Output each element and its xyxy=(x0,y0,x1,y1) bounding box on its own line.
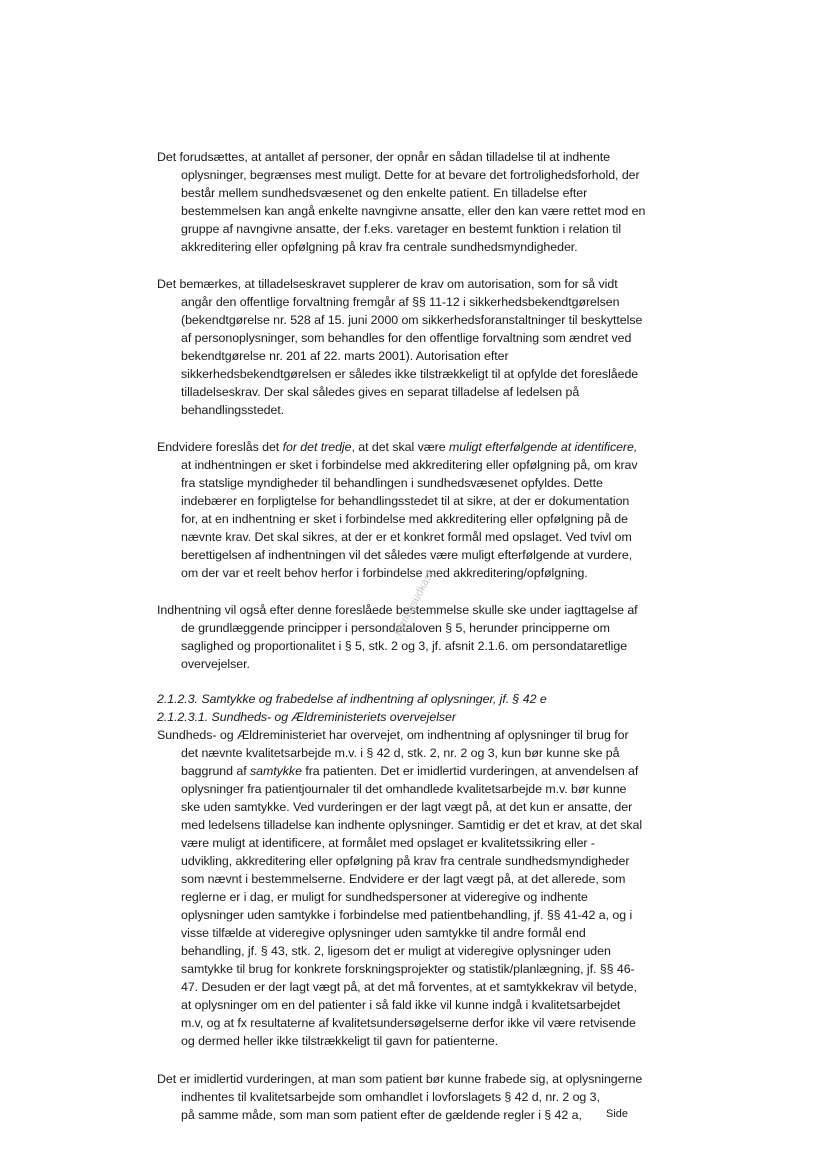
text-run: Det forudsættes, at antallet af personer, der opnår en sådan tilladelse til at indhente xyxy=(157,150,611,164)
text-run: behandlingsstedet. xyxy=(181,403,285,417)
text-line xyxy=(181,347,509,365)
text-run: angår den offentlige forvaltning fremgår af §§ 11-12 i sikkerhedsbekendtgørelsen xyxy=(181,295,620,309)
text-line xyxy=(181,474,603,492)
text-run: nævnte krav. Det skal sikres, at der er et konkret formål med opslaget. Ved tvivl om xyxy=(181,530,632,544)
text-line xyxy=(181,870,625,888)
text-run: visse tilfælde at videregive oplysninger uden samtykke til andre formål end xyxy=(181,926,586,940)
text-run: m.v, og at fx resultaterne af kvalitetsundersøgelserne derfor ikke vil være retvisende xyxy=(181,1016,636,1030)
text-line xyxy=(181,996,620,1014)
text-run: indhentes til kvalitetsarbejde som omhandlet i lovforslagets § 42 d, nr. 2 og 3, xyxy=(181,1090,600,1104)
text-line xyxy=(181,564,588,582)
text-line xyxy=(157,726,629,744)
text-run: fra patienten. Det er imidlertid vurderingen, at anvendelsen af xyxy=(301,764,639,778)
text-run: saglighed og proportionalitet i § 5, stk. 2 og 3, jf. afsnit 2.1.6. om persondataretlige xyxy=(181,639,628,653)
text-run: Det bemærkes, at tilladelseskravet supplerer de krav om autorisation, som for så vidt xyxy=(157,277,618,291)
text-run: de grundlæggende principper i persondataloven § 5, herunder principperne om xyxy=(181,621,610,635)
text-run: udvikling, akkreditering eller opfølgning på krav fra centrale sundhedsmyndigheder xyxy=(181,854,630,868)
text-line xyxy=(181,762,638,780)
text-run: med ledelsens tilladelse kan indhente oplysninger. Samtidig er det et krav, at det skal xyxy=(181,818,643,832)
text-line xyxy=(181,798,632,816)
text-run: det nævnte kvalitetsarbejde m.v. i § 42 d, stk. 2, nr. 2 og 3, kun bør kunne ske på xyxy=(181,746,620,760)
text-run: 47. Desuden er der lagt vægt på, at det må forventes, at et samtykkekrav vil betyde, xyxy=(181,980,637,994)
text-run: baggrund af xyxy=(181,764,250,778)
text-run: bestemmelsen kan angå enkelte navngivne ansatte, eller den kan være rettet mod en xyxy=(181,204,646,218)
text-run: Sundheds- og Ældreministeriet har overvejet, om indhentning af oplysninger til brug for xyxy=(157,728,629,742)
text-line xyxy=(181,1032,498,1050)
text-line xyxy=(181,492,629,510)
section-heading xyxy=(157,708,456,726)
text-line xyxy=(181,311,642,329)
text-run: tilladelseskrav. Der skal således gives en separat tilladelse af ledelsen på xyxy=(181,385,580,399)
text-line xyxy=(181,293,619,311)
text-line xyxy=(181,834,595,852)
text-line xyxy=(157,275,618,293)
text-run: på samme måde, som man som patient efter de gældende regler i § 42 a, xyxy=(181,1108,582,1122)
text-line xyxy=(181,960,635,978)
text-run: oplysninger, begrænses mest muligt. Dette for at bevare det fortrolighedsforhold, der xyxy=(181,168,640,182)
page-number-label: Side xyxy=(606,1108,629,1120)
text-run: ske uden samtykke. Ved vurderingen er der lagt vægt på, at det kun er ansatte, der xyxy=(181,800,633,814)
text-line xyxy=(181,456,638,474)
text-run: behandling, jf. § 43, stk. 2, ligesom det er muligt at videregive oplysninger uden xyxy=(181,944,611,958)
text-line xyxy=(181,978,637,996)
text-run: indebærer en forpligtelse for behandlingsstedet til at sikre, at der er dokumentation xyxy=(181,494,630,508)
text-run: oplysninger fra patientjournaler til det omhandlede kvalitetsarbejde m.v. bør kunne xyxy=(181,782,627,796)
text-run: Indhentning vil også efter denne foreslåede bestemmelse skulle ske under iagttagelse af xyxy=(157,603,638,617)
text-run: om der var et reelt behov herfor i forbindelse med akkreditering/opfølgning. xyxy=(181,566,588,580)
text-run: samtykke til brug for konkrete forskningsprojekter og statistik/planlægning, jf. §§ 46- xyxy=(181,962,635,976)
text-line xyxy=(181,546,632,564)
text-line xyxy=(181,816,642,834)
text-line xyxy=(181,655,250,673)
text-run: at oplysninger om en del patienter i så fald ikke vil kunne indgå i kvalitetsarbejdet xyxy=(181,998,621,1012)
text-run: at indhentningen er sket i forbindelse med akkreditering eller opfølgning på, om krav xyxy=(181,458,638,472)
text-line xyxy=(181,401,284,419)
text-line xyxy=(181,906,632,924)
text-run: (bekendtgørelse nr. 528 af 15. juni 2000 om sikkerhedsforanstaltninger til beskyttelse xyxy=(181,313,643,327)
text-line xyxy=(181,238,578,256)
text-run: være muligt at identificere, at formålet med opslaget er kvalitetssikring eller - xyxy=(181,836,595,850)
text-line xyxy=(181,637,627,655)
text-line xyxy=(181,220,621,238)
italic-text: for det tredje xyxy=(282,440,352,454)
text-line xyxy=(181,942,611,960)
text-run: akkreditering eller opfølgning på krav fra centrale sundhedsmyndigheder. xyxy=(181,240,578,254)
text-line xyxy=(157,438,637,456)
text-run: som nævnt i bestemmelserne. Endvidere er der lagt vægt på, at det allerede, som xyxy=(181,872,626,886)
text-run: Endvidere foreslås det xyxy=(157,440,283,454)
text-run: oplysninger uden samtykke i forbindelse med patientbehandling, jf. §§ 41-42 a, og i xyxy=(181,908,633,922)
text-run: overvejelser. xyxy=(181,657,250,671)
text-line xyxy=(157,148,610,166)
text-line xyxy=(181,184,587,202)
text-line xyxy=(157,601,638,619)
italic-text: 2.1.2.3.1. Sundheds- og Ældreministeriets overvejelser xyxy=(157,710,456,724)
text-run: fra statslige myndigheder til behandlingen i sundhedsvæsenet opfyldes. Dette xyxy=(181,476,603,490)
text-line xyxy=(181,365,638,383)
text-run: bekendtgørelse nr. 201 af 22. marts 2001). Autorisation efter xyxy=(181,349,509,363)
text-line xyxy=(181,202,645,220)
text-line xyxy=(181,1106,582,1124)
text-run: består mellem sundhedsvæsenet og den enkelte patient. En tilladelse efter xyxy=(181,186,588,200)
text-line xyxy=(181,852,629,870)
text-line xyxy=(181,744,619,762)
italic-text: samtykke xyxy=(249,764,302,778)
text-line xyxy=(181,166,640,184)
text-line xyxy=(181,383,579,401)
section-heading xyxy=(157,690,547,708)
text-line xyxy=(181,888,588,906)
text-run: gruppe af navngivne ansatte, der f.eks. varetager en bestemt funktion i relation til xyxy=(181,222,622,236)
text-run: for, at en indhentning er sket i forbindelse med akkreditering eller opfølgning på de xyxy=(181,512,628,526)
text-line xyxy=(157,1070,642,1088)
watermark: Høringsudkast xyxy=(392,569,436,638)
text-run: og dermed heller ikke tilstrækkeligt til gavn for patienterne. xyxy=(181,1034,499,1048)
text-line xyxy=(181,924,586,942)
text-run: reglerne er i dag, er muligt for sundhedspersoner at videregive og indhente xyxy=(181,890,588,904)
text-run: af personoplysninger, som behandles for den offentlige forvaltning som ændret ved xyxy=(181,331,632,345)
text-line xyxy=(181,528,632,546)
text-line xyxy=(181,329,631,347)
text-line xyxy=(181,510,628,528)
italic-text: 2.1.2.3. Samtykke og frabedelse af indhentning af oplysninger, jf. § 42 e xyxy=(157,692,547,706)
text-line xyxy=(181,1088,600,1106)
italic-text: muligt efterfølgende at identificere, xyxy=(449,440,638,454)
text-line xyxy=(181,780,626,798)
text-run: sikkerhedsbekendtgørelsen er således ikke tilstrækkeligt til at opfylde det foreslåede xyxy=(181,367,639,381)
text-run: Det er imidlertid vurderingen, at man som patient bør kunne frabede sig, at oplysningerne xyxy=(157,1072,643,1086)
text-line xyxy=(181,1014,636,1032)
text-run: , at det skal være xyxy=(351,440,449,454)
text-run: berettigelsen af indhentningen vil det således være muligt efterfølgende at vurdere, xyxy=(181,548,633,562)
